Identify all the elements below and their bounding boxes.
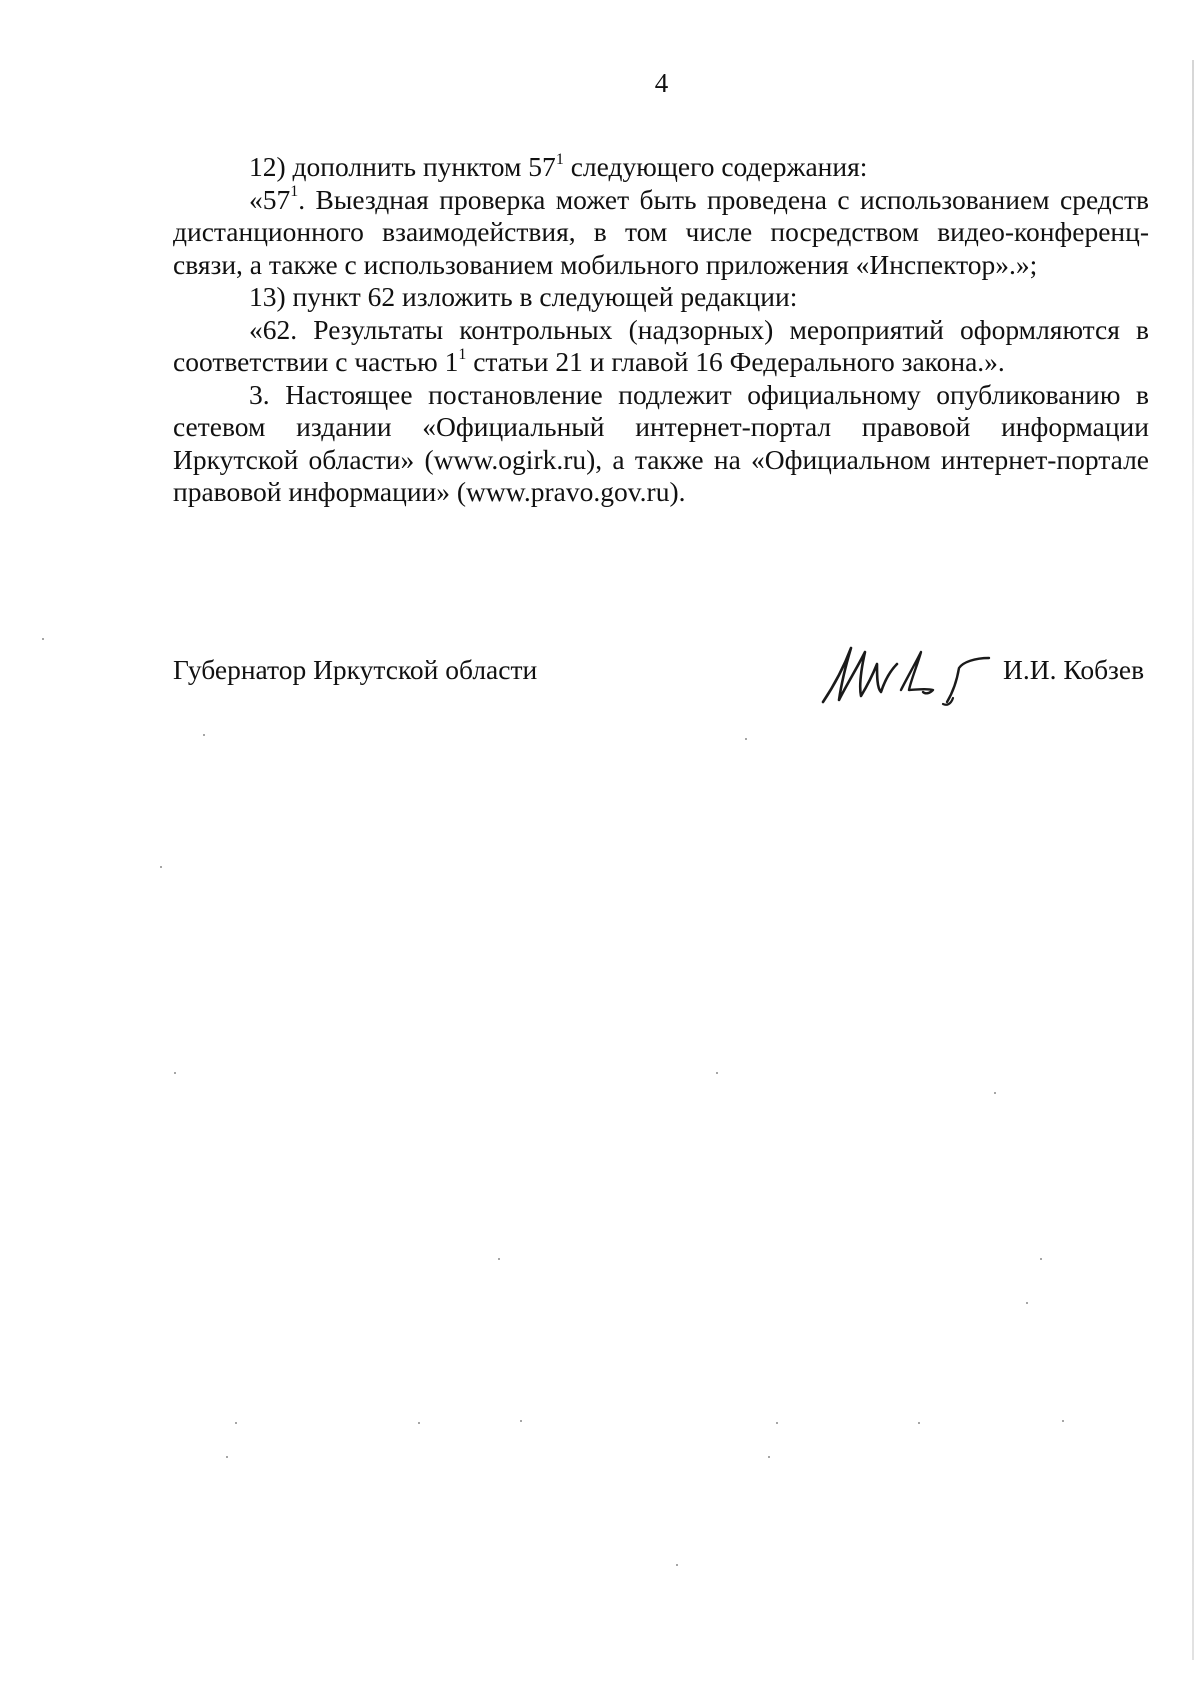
scan-speck [768, 1456, 770, 1458]
handwritten-signature [815, 640, 995, 714]
clause-57-1-text: . Выездная проверка может быть проведена с использованием средств дистанционного взаимодействия, в том числе посредством видео-конференц-связи, а также с использованием мобильного приложения «Инспектор».»; [173, 183, 1149, 280]
scan-speck [203, 734, 205, 736]
scan-speck [226, 1456, 228, 1458]
amendment-item-12-tail: следующего содержания: [563, 151, 868, 182]
scan-speck [1062, 1420, 1064, 1422]
amendment-item-13: 13) пункт 62 изложить в следующей редакции: [249, 281, 798, 312]
scan-speck [716, 1072, 718, 1074]
scan-speck [174, 1072, 176, 1074]
clause-57-1-superscript: 1 [290, 183, 299, 201]
scan-speck [498, 1258, 500, 1260]
scan-speck [776, 1422, 778, 1424]
scan-speck [235, 1422, 237, 1424]
signatory-position: Губернатор Иркутской области [173, 654, 538, 685]
clause-62 [173, 314, 1149, 379]
scan-speck [745, 738, 747, 740]
signatory-name: И.И. Кобзев [1003, 654, 1145, 685]
publication-clause: 3. Настоящее постановление подлежит официальному опубликованию в сетевом издании «Официальный интернет-портал правовой информации Иркутской области» (www.ogirk.ru), а также на «Официальном интернет-портале правовой информации» (www.pravo.gov.ru). [173, 378, 1149, 507]
scan-speck [160, 866, 162, 868]
amendment-item-12-lead: 12) дополнить пунктом 57 [249, 151, 556, 182]
page-number: 4 [654, 68, 669, 98]
scan-speck [918, 1422, 920, 1424]
scan-speck [520, 1420, 522, 1422]
scan-speck [994, 1092, 996, 1094]
clause-62-tail: статьи 21 и главой 16 Федерального закона.». [466, 346, 1005, 377]
clause-57-1 [173, 184, 1149, 282]
scan-speck [418, 1422, 420, 1424]
document-body [173, 151, 1149, 509]
clause-62-lead: «62. Результаты контрольных (надзорных) мероприятий оформляются в соответствии с частью 1 [173, 313, 1149, 377]
clause-62-superscript: 1 [458, 345, 467, 363]
amendment-item-12 [173, 151, 1149, 184]
signature-block [173, 640, 1153, 720]
scan-speck [1026, 1302, 1028, 1304]
scan-edge-line [1192, 60, 1194, 1660]
amendment-item-12-superscript: 1 [555, 150, 564, 168]
scan-speck [1040, 1258, 1042, 1260]
scan-speck [676, 1564, 678, 1566]
scan-speck [42, 638, 44, 640]
clause-57-1-open: «57 [249, 183, 291, 215]
